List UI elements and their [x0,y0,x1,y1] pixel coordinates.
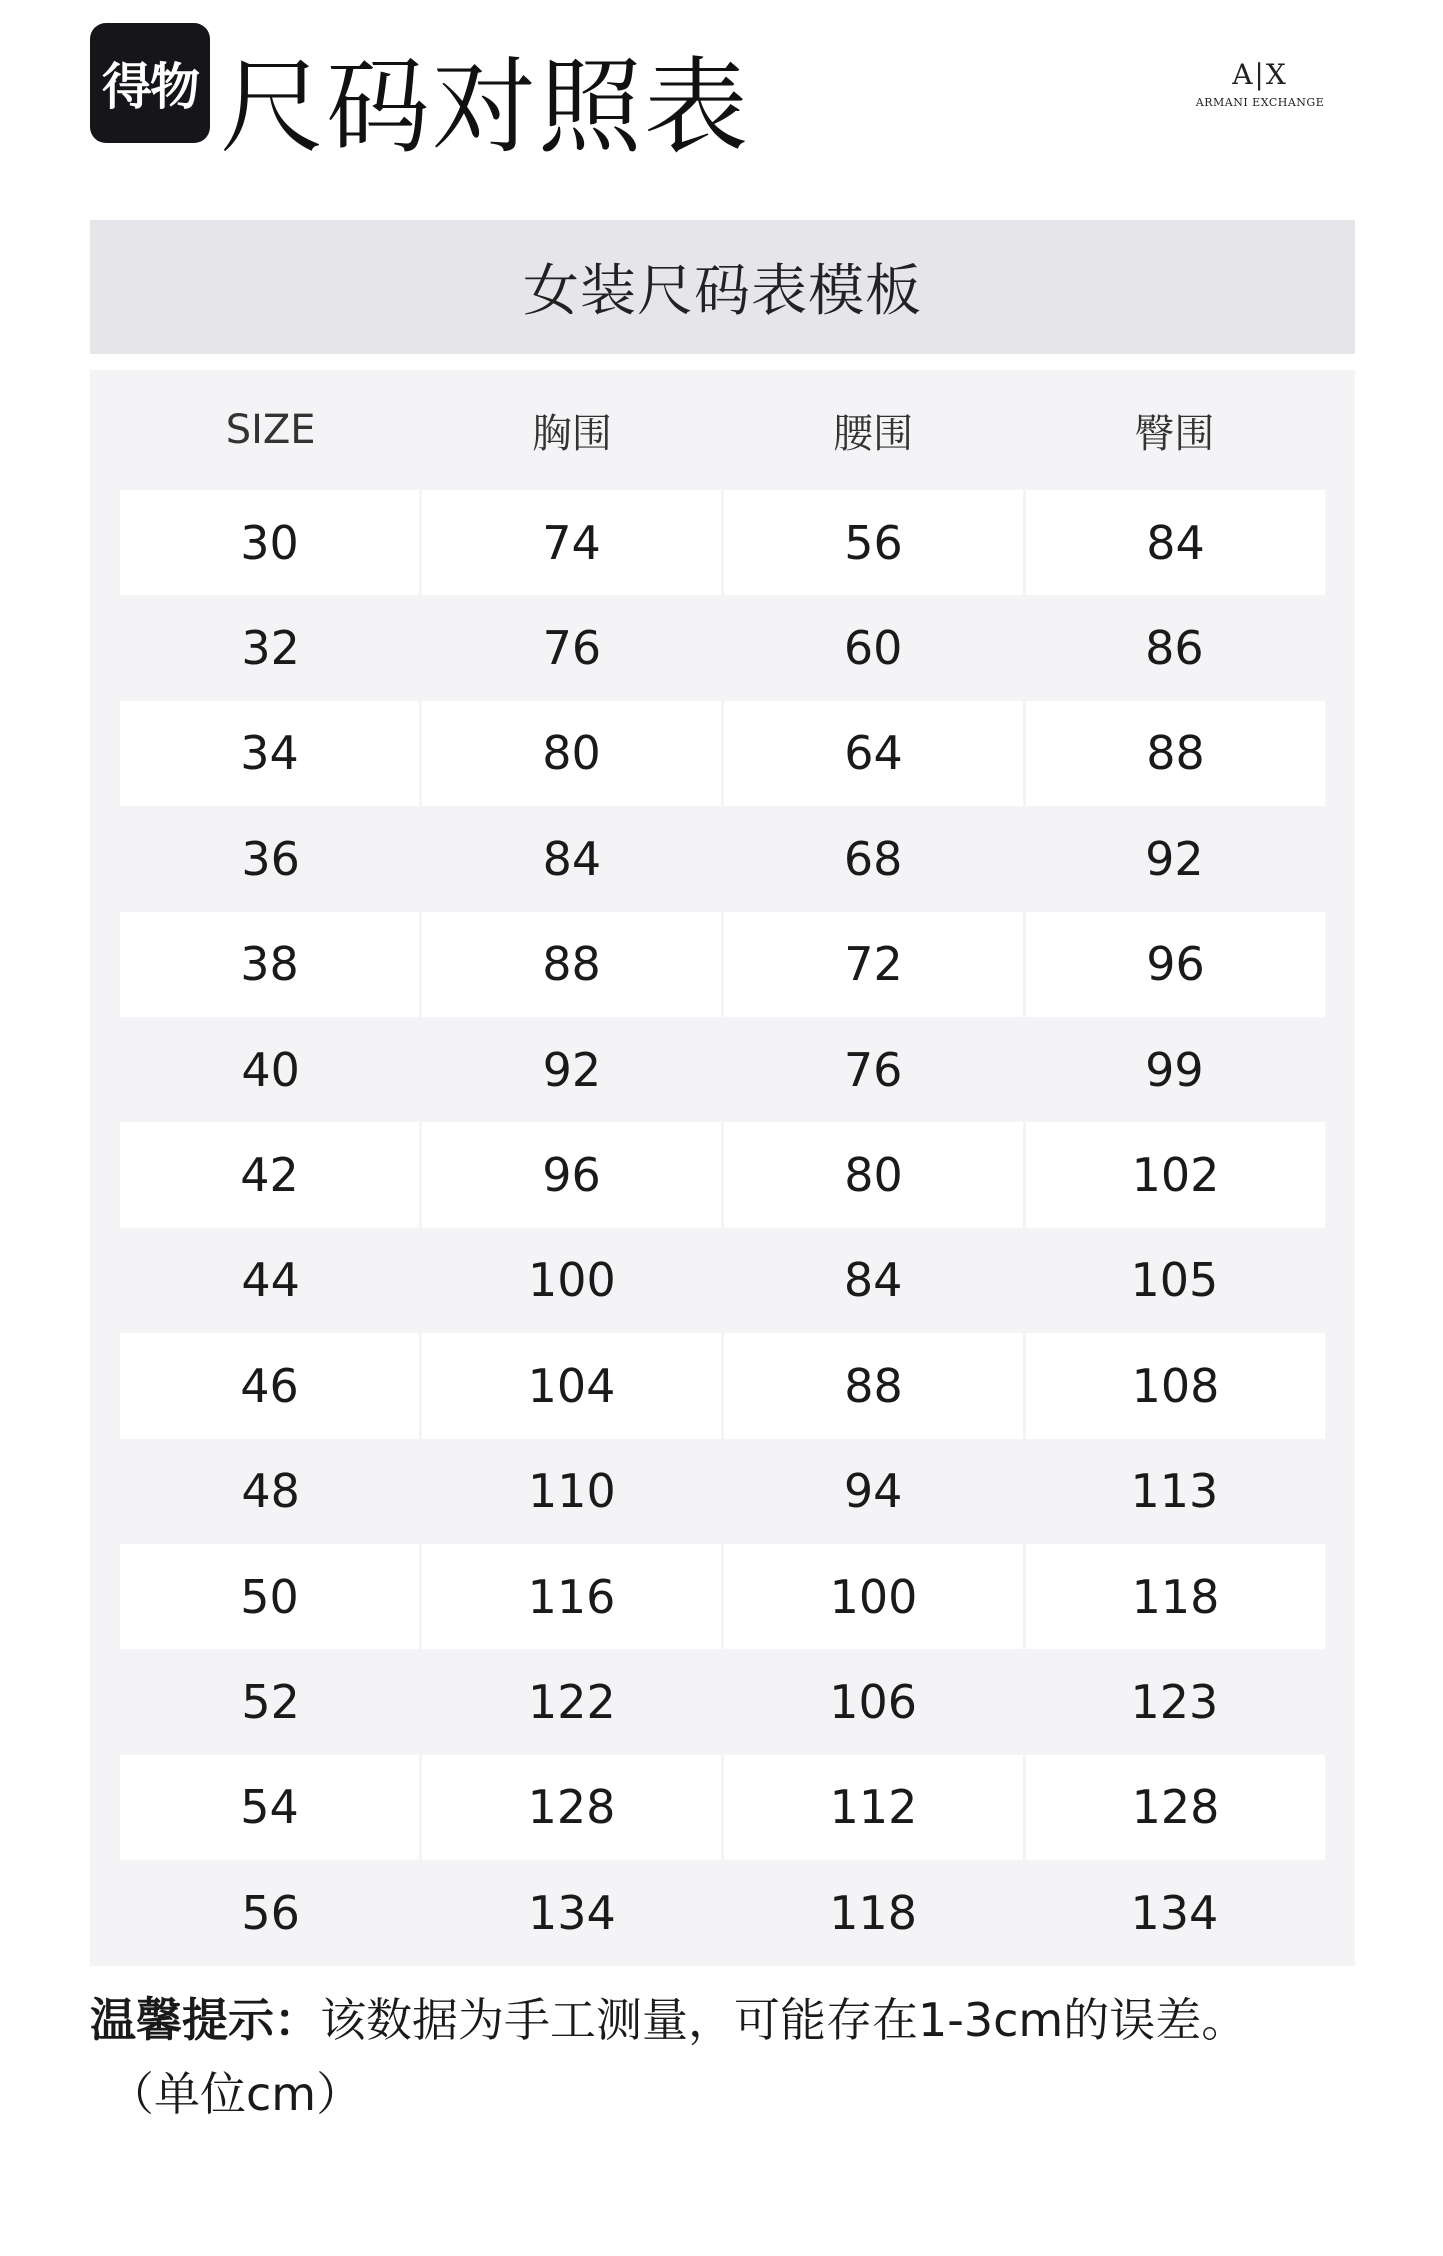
table-row [120,1333,1325,1438]
table-row [120,806,1325,911]
table-cell-waist: 106 [829,1674,918,1729]
table-title: 女装尺码表模板 [523,259,922,324]
table-cell-bust: 100 [527,1253,616,1308]
table-cell-hip: 123 [1130,1674,1219,1729]
table-cell-bust: 110 [527,1464,616,1519]
table-cell-size: 38 [120,912,419,1017]
brand-logo-full: ARMANI EXCHANGE [1195,96,1325,109]
table-row [120,701,1325,806]
table-row [120,1649,1325,1754]
table-row [120,1860,1325,1965]
table-cell-waist: 94 [843,1464,903,1519]
table-cell-bust: 74 [419,490,721,595]
column-header-size: SIZE [225,407,316,453]
table-cell-size: 54 [120,1755,419,1860]
table-cell-size: 46 [120,1333,419,1438]
table-cell-waist: 76 [843,1042,903,1097]
table-cell-waist: 68 [843,831,903,886]
table-cell-hip: 108 [1023,1333,1325,1438]
table-cell-hip: 96 [1023,912,1325,1017]
table-cell-size: 48 [241,1464,300,1519]
table-body [120,490,1325,1965]
table-cell-size: 40 [241,1042,300,1097]
table-cell-size: 56 [241,1885,300,1940]
note-label: 温馨提示： [90,1993,320,2047]
table-cell-waist: 72 [721,912,1023,1017]
column-header-bust: 胸围 [531,410,612,457]
table-cell-size: 34 [120,701,419,806]
note-text: 该数据为手工测量，可能存在1-3cm的误差。 [320,1993,1248,2047]
table-cell-waist: 100 [721,1544,1023,1649]
table-row [120,1228,1325,1333]
table-row [120,1439,1325,1544]
table-cell-size: 52 [241,1674,300,1729]
measurement-note [90,1983,1360,2131]
table-cell-size: 36 [241,831,300,886]
table-cell-waist: 60 [843,621,903,676]
table-cell-bust: 92 [542,1042,602,1097]
table-cell-waist: 80 [721,1122,1023,1227]
table-row [120,490,1325,595]
table-cell-hip: 113 [1130,1464,1219,1519]
table-cell-waist: 118 [829,1885,918,1940]
app-logo [90,23,210,143]
column-header-waist: 腰围 [833,410,914,457]
table-cell-bust: 84 [542,831,602,886]
table-row [120,1544,1325,1649]
table-cell-bust: 96 [419,1122,721,1227]
table-cell-bust: 134 [527,1885,616,1940]
table-row [120,1122,1325,1227]
table-row [120,912,1325,1017]
app-logo-text: 得物 [102,58,198,116]
brand-logo-short: A|X [1232,58,1288,91]
table-cell-size: 32 [241,621,300,676]
size-table [90,370,1355,1966]
table-row [120,1017,1325,1122]
table-cell-waist: 84 [843,1253,903,1308]
table-cell-size: 44 [241,1253,300,1308]
page-title: 尺码对照表 [220,46,751,168]
table-cell-hip: 84 [1023,490,1325,595]
table-row [120,1755,1325,1860]
table-cell-hip: 105 [1130,1253,1219,1308]
table-header-row [120,370,1325,490]
table-cell-hip: 99 [1145,1042,1204,1097]
table-cell-hip: 88 [1023,701,1325,806]
table-cell-hip: 128 [1023,1755,1325,1860]
table-cell-bust: 80 [419,701,721,806]
table-row [120,595,1325,700]
column-header-hip: 臀围 [1134,410,1215,457]
table-cell-hip: 86 [1145,621,1204,676]
table-cell-bust: 88 [419,912,721,1017]
table-cell-waist: 112 [721,1755,1023,1860]
table-cell-size: 50 [120,1544,419,1649]
note-unit: （单位cm） [108,2067,363,2121]
table-cell-hip: 134 [1130,1885,1219,1940]
table-cell-size: 42 [120,1122,419,1227]
table-cell-bust: 128 [419,1755,721,1860]
table-cell-waist: 64 [721,701,1023,806]
table-cell-waist: 88 [721,1333,1023,1438]
table-cell-hip: 102 [1023,1122,1325,1227]
table-cell-bust: 116 [419,1544,721,1649]
table-cell-hip: 118 [1023,1544,1325,1649]
brand-logo [1190,58,1330,109]
table-cell-waist: 56 [721,490,1023,595]
table-cell-bust: 104 [419,1333,721,1438]
table-cell-bust: 122 [527,1674,616,1729]
table-cell-bust: 76 [542,621,602,676]
table-cell-size: 30 [120,490,419,595]
table-cell-hip: 92 [1145,831,1204,886]
table-title-bar [90,220,1355,354]
